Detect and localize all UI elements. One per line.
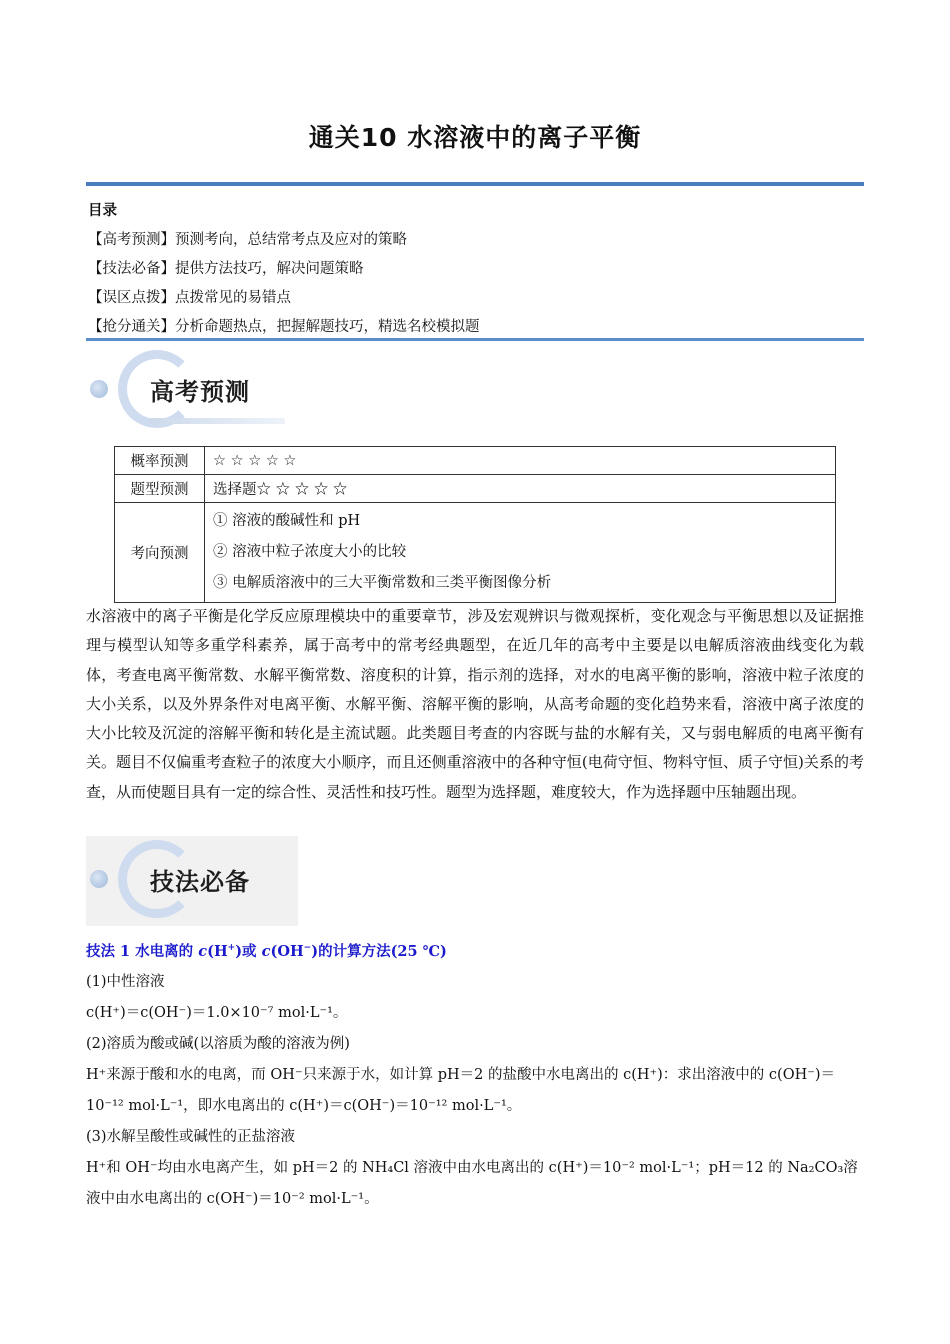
toc-item: 【抢分通关】分析命题热点，把握解题技巧，精选名校模拟题 (88, 319, 480, 335)
banner-dot-icon (90, 380, 108, 398)
prediction-table (114, 446, 836, 603)
skills-banner (86, 836, 298, 926)
method-title: 技法 1 水电离的 c(H+)或 c(OH−)的计算方法(25 ℃) (86, 943, 447, 960)
toc-divider (86, 338, 864, 341)
table-row (115, 503, 836, 603)
table-row (115, 447, 836, 475)
case-formula: c(H⁺)＝c(OH⁻)＝1.0×10⁻⁷ mol·L⁻¹。 (86, 1005, 348, 1021)
prediction-banner-label: 高考预测 (150, 378, 250, 406)
topic-item: ② 溶液中粒子浓度大小的比较 (213, 544, 407, 560)
table-of-contents (88, 197, 480, 342)
topic-item: ① 溶液的酸碱性和 pH (213, 513, 361, 529)
toc-heading: 目录 (88, 203, 117, 219)
table-value (205, 503, 836, 603)
case-heading: (2)溶质为酸或碱(以溶质为酸的溶液为例) (86, 1036, 350, 1052)
title-divider (86, 182, 864, 186)
banner-underline (150, 418, 285, 424)
table-row (115, 475, 836, 503)
table-value: ☆ ☆ ☆ ☆ ☆ (205, 447, 836, 475)
prediction-banner (86, 346, 298, 436)
page-title: 通关10 水溶液中的离子平衡 (308, 123, 642, 152)
topic-item: ③ 电解质溶液中的三大平衡常数和三类平衡图像分析 (213, 575, 552, 591)
case-text: H⁺来源于酸和水的电离，而 OH⁻只来源于水，如计算 pH＝2 的盐酸中水电离出的 c(H⁺)：求出溶液中的 c(OH⁻)＝10⁻¹² mol·L⁻¹，即水电离出的 c(H⁺)＝c(OH⁻)＝10⁻¹² mol·L⁻¹。 (86, 1067, 836, 1114)
table-key: 概率预测 (115, 447, 205, 475)
table-key: 考向预测 (115, 503, 205, 603)
case-heading: (3)水解呈酸性或碱性的正盐溶液 (86, 1129, 296, 1145)
table-value: 选择题☆ ☆ ☆ ☆ ☆ (205, 475, 836, 503)
case-heading: (1)中性溶液 (86, 974, 165, 990)
toc-item: 【高考预测】预测考向，总结常考点及应对的策略 (88, 232, 407, 248)
method-1 (86, 936, 864, 1215)
skills-banner-label: 技法必备 (150, 868, 250, 896)
banner-dot-icon (90, 870, 108, 888)
case-text: H⁺和 OH⁻均由水电离产生，如 pH＝2 的 NH₄Cl 溶液中由水电离出的 c(H⁺)＝10⁻² mol·L⁻¹；pH＝12 的 Na₂CO₃溶液中由水电离出的 c(OH⁻)＝10⁻² mol·L⁻¹。 (86, 1160, 858, 1207)
table-key: 题型预测 (115, 475, 205, 503)
intro-paragraph: 水溶液中的离子平衡是化学反应原理模块中的重要章节，涉及宏观辨识与微观探析，变化观念与平衡思想以及证据推理与模型认知等多重学科素养，属于高考中的常考经典题型，在近几年的高考中主要是以电解质溶液曲线变化为载体，考查电离平衡常数、水解平衡常数、溶度积的计算，指示剂的选择，对水的电离平衡的影响，溶液中粒子浓度的大小关系，以及外界条件对电离平衡、水解平衡、溶解平衡的影响，从高考命题的变化趋势来看，溶液中离子浓度的大小比较及沉淀的溶解平衡和转化是主流试题。此类题目考查的内容既与盐的水解有关，又与弱电解质的电离平衡有关。题目不仅偏重考查粒子的浓度大小顺序，而且还侧重溶液中的各种守恒(电荷守恒、物料守恒、质子守恒)关系的考查，从而使题目具有一定的综合性、灵活性和技巧性。题型为选择题，难度较大，作为选择题中压轴题出现。 (86, 607, 864, 801)
toc-item: 【误区点拨】点拨常见的易错点 (88, 290, 291, 306)
toc-item: 【技法必备】提供方法技巧，解决问题策略 (88, 261, 364, 277)
